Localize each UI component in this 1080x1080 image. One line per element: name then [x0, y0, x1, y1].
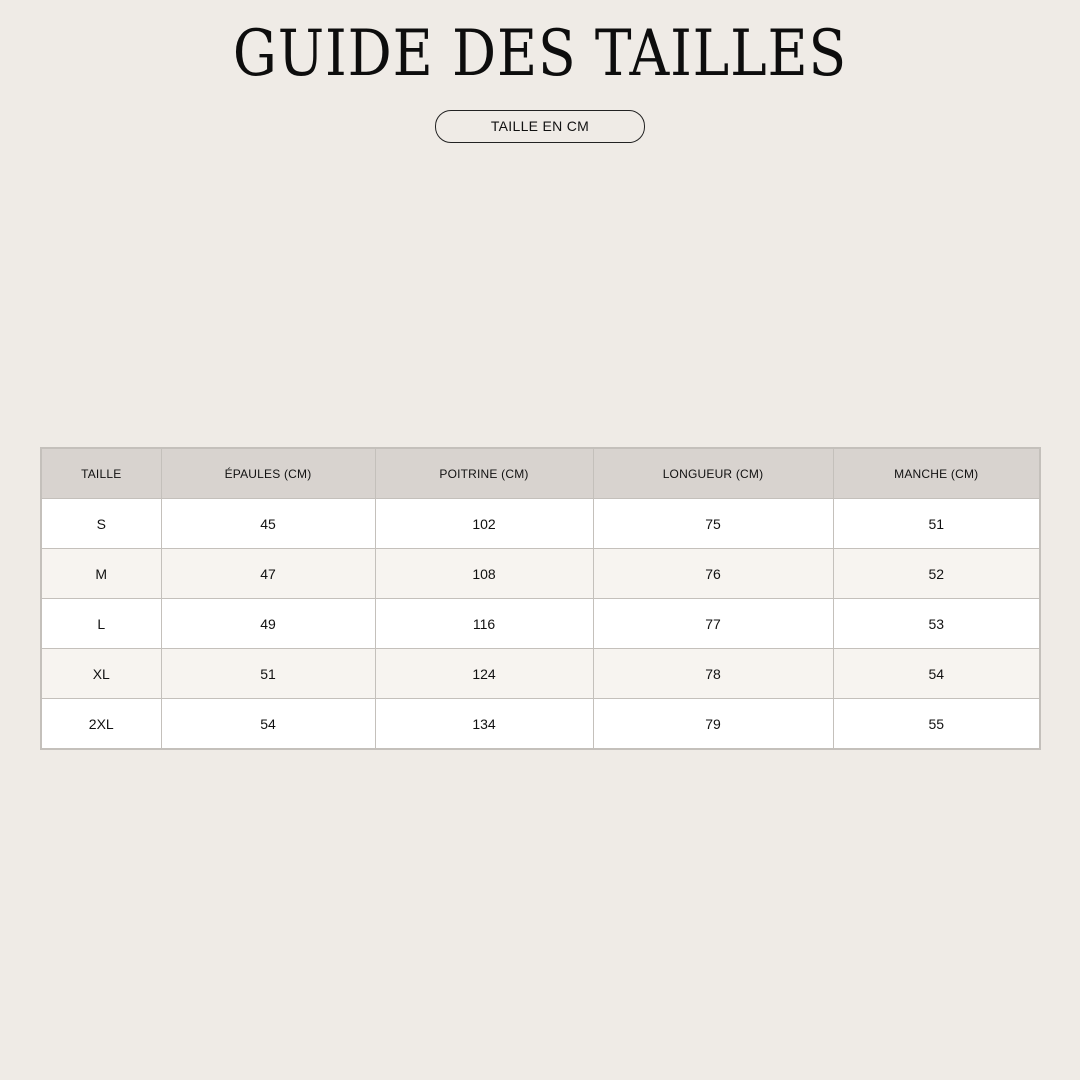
cell-size: 2XL — [41, 699, 161, 750]
header-taille: TAILLE — [41, 448, 161, 499]
header-longueur: LONGUEUR (CM) — [593, 448, 833, 499]
cell-sleeve: 54 — [833, 649, 1040, 699]
table-row — [41, 649, 1040, 699]
cell-chest: 134 — [375, 699, 593, 750]
cell-size: M — [41, 549, 161, 599]
cell-sleeve: 53 — [833, 599, 1040, 649]
header-poitrine: POITRINE (CM) — [375, 448, 593, 499]
cell-shoulders: 49 — [161, 599, 375, 649]
header-epaules: ÉPAULES (CM) — [161, 448, 375, 499]
cell-shoulders: 47 — [161, 549, 375, 599]
cell-chest: 124 — [375, 649, 593, 699]
table-row — [41, 499, 1040, 549]
table-row — [41, 599, 1040, 649]
cell-length: 77 — [593, 599, 833, 649]
cell-shoulders: 51 — [161, 649, 375, 699]
cell-length: 76 — [593, 549, 833, 599]
table-row — [41, 549, 1040, 599]
table-row — [41, 699, 1040, 750]
cell-sleeve: 55 — [833, 699, 1040, 750]
cell-shoulders: 54 — [161, 699, 375, 750]
cell-shoulders: 45 — [161, 499, 375, 549]
table-header-row — [41, 448, 1040, 499]
cell-size: S — [41, 499, 161, 549]
cell-sleeve: 52 — [833, 549, 1040, 599]
cell-length: 75 — [593, 499, 833, 549]
cell-chest: 102 — [375, 499, 593, 549]
cell-size: L — [41, 599, 161, 649]
header-manche: MANCHE (CM) — [833, 448, 1040, 499]
page-title: GUIDE DES TAILLES — [232, 17, 848, 91]
cell-chest: 116 — [375, 599, 593, 649]
cell-length: 78 — [593, 649, 833, 699]
unit-label-pill: TAILLE EN CM — [435, 110, 645, 143]
size-table — [40, 447, 1041, 750]
cell-size: XL — [41, 649, 161, 699]
cell-length: 79 — [593, 699, 833, 750]
cell-sleeve: 51 — [833, 499, 1040, 549]
cell-chest: 108 — [375, 549, 593, 599]
